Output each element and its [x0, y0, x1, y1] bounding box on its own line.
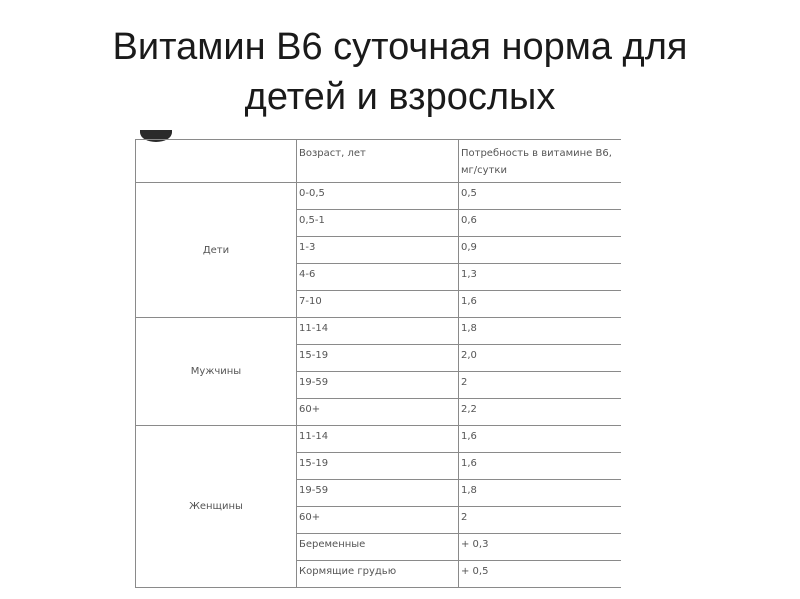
header-age: Возраст, лет [297, 140, 459, 183]
age-cell: 11-14 [297, 318, 459, 345]
age-cell: 7-10 [297, 291, 459, 318]
value-cell: 2 [459, 507, 622, 534]
age-cell: 19-59 [297, 480, 459, 507]
table-header-row [136, 140, 622, 183]
value-cell: 0,6 [459, 210, 622, 237]
title-line-1: Витамин В6 суточная норма для [112, 26, 688, 68]
table-row [136, 318, 622, 345]
vitamin-table-container [135, 139, 621, 599]
value-cell: 0,9 [459, 237, 622, 264]
header-group [136, 140, 297, 183]
age-cell: 19-59 [297, 372, 459, 399]
value-cell: 1,6 [459, 426, 622, 453]
age-cell: 0-0,5 [297, 183, 459, 210]
value-cell: 1,6 [459, 291, 622, 318]
table-row [136, 426, 622, 453]
vitamin-b6-table [135, 139, 621, 588]
slide-title [0, 22, 800, 122]
value-cell: 0,5 [459, 183, 622, 210]
value-cell: + 0,3 [459, 534, 622, 561]
age-cell: 11-14 [297, 426, 459, 453]
age-cell: Кормящие грудью [297, 561, 459, 588]
value-cell: 2,2 [459, 399, 622, 426]
age-cell: 60+ [297, 507, 459, 534]
value-cell: 2,0 [459, 345, 622, 372]
age-cell: 60+ [297, 399, 459, 426]
age-cell: Беременные [297, 534, 459, 561]
age-cell: 15-19 [297, 453, 459, 480]
group-women: Женщины [136, 426, 297, 588]
group-men: Мужчины [136, 318, 297, 426]
age-cell: 15-19 [297, 345, 459, 372]
header-need: Потребность в витамине В6, мг/сутки [459, 140, 622, 183]
age-cell: 0,5-1 [297, 210, 459, 237]
value-cell: 1,6 [459, 453, 622, 480]
value-cell: 1,8 [459, 318, 622, 345]
value-cell: 2 [459, 372, 622, 399]
group-children: Дети [136, 183, 297, 318]
value-cell: + 0,5 [459, 561, 622, 588]
age-cell: 4-6 [297, 264, 459, 291]
value-cell: 1,8 [459, 480, 622, 507]
title-line-2: детей и взрослых [244, 76, 556, 118]
value-cell: 1,3 [459, 264, 622, 291]
age-cell: 1-3 [297, 237, 459, 264]
table-row [136, 183, 622, 210]
